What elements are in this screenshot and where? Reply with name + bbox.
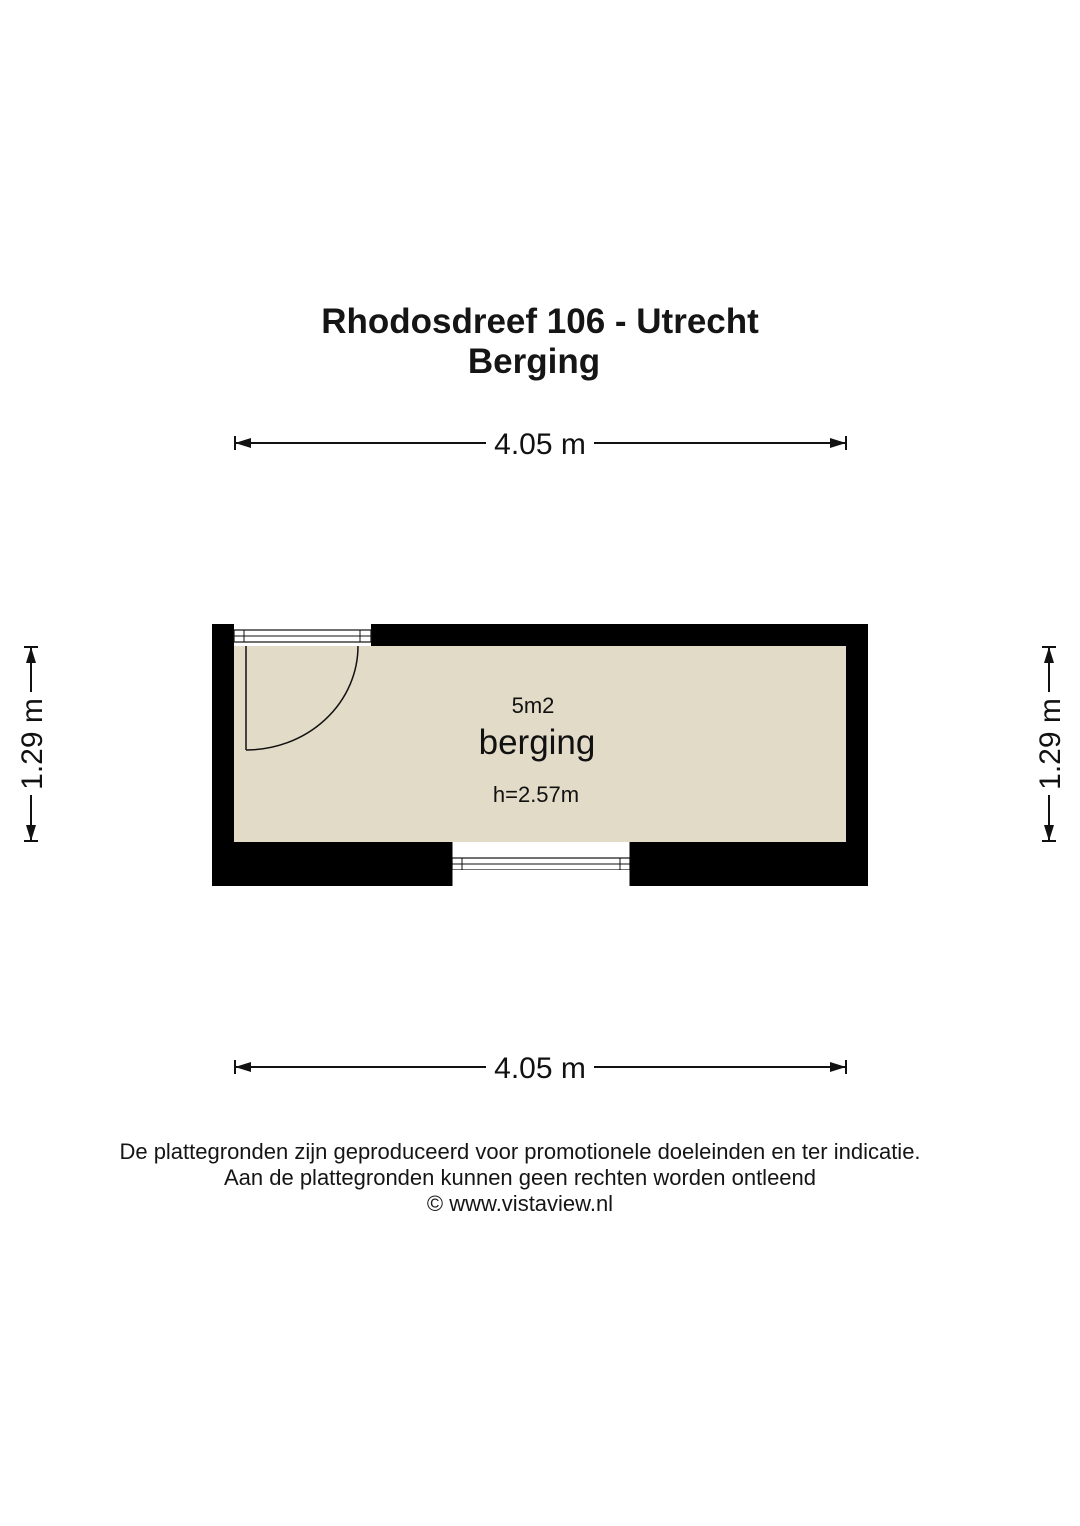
- bottom-dimension-label: 4.05 m: [494, 1052, 586, 1085]
- arrow-left-icon: [235, 1062, 251, 1072]
- arrow-right-icon: [830, 1062, 846, 1072]
- arrow-up-icon: [1044, 647, 1054, 663]
- left-dimension-label: 1.29 m: [16, 698, 49, 790]
- floor-title: Berging: [467, 342, 601, 381]
- wall-bottom-left: [212, 842, 452, 886]
- room-area: 5m2: [511, 693, 555, 718]
- disclaimer-line-3: © www.vistaview.nl: [426, 1191, 614, 1216]
- top-dimension-label: 4.05 m: [494, 428, 586, 461]
- disclaimer-line-2: Aan de plattegronden kunnen geen rechten worden ontleend: [223, 1165, 817, 1190]
- window-bottom: [452, 842, 630, 886]
- wall-top: [371, 624, 868, 646]
- top-dimension: [235, 428, 846, 461]
- room-height: h=2.57m: [492, 782, 580, 807]
- arrow-right-icon: [830, 438, 846, 448]
- address-title: Rhodosdreef 106 - Utrecht: [321, 302, 759, 341]
- right-dimension-label: 1.29 m: [1034, 698, 1067, 790]
- wall-bottom-right: [630, 842, 868, 886]
- arrow-up-icon: [26, 647, 36, 663]
- arrow-down-icon: [1044, 825, 1054, 841]
- disclaimer-line-1: De plattegronden zijn geproduceerd voor promotionele doeleinden en ter indicatie.: [119, 1139, 921, 1164]
- arrow-down-icon: [26, 825, 36, 841]
- room-name: berging: [478, 723, 596, 762]
- bottom-dimension: [235, 1052, 846, 1085]
- right-dimension: [1034, 647, 1067, 841]
- left-dimension: [16, 647, 49, 841]
- arrow-left-icon: [235, 438, 251, 448]
- disclaimer: [0, 1139, 1040, 1217]
